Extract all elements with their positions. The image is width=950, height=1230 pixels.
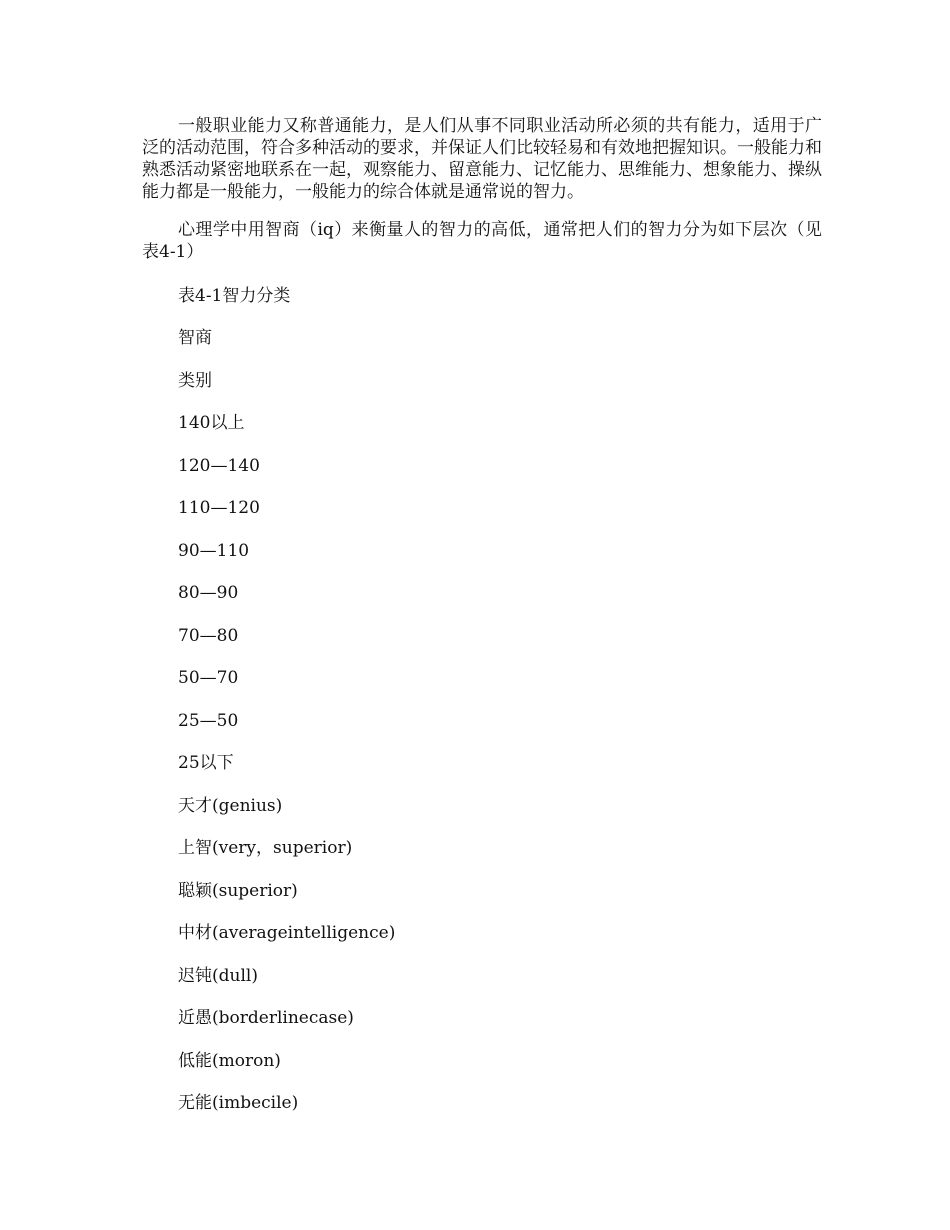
table-caption: 表4-1智力分类 bbox=[178, 286, 291, 306]
iq-range-item: 110—120 bbox=[178, 498, 260, 518]
iq-range-item: 70—80 bbox=[178, 626, 239, 646]
iq-range-item: 140以上 bbox=[178, 413, 245, 433]
iq-range-item: 80—90 bbox=[178, 583, 239, 603]
iq-range-item: 25以下 bbox=[178, 753, 234, 773]
table-header-category: 类别 bbox=[178, 371, 212, 391]
category-item: 迟钝(dull) bbox=[178, 966, 258, 986]
iq-range-item: 120—140 bbox=[178, 456, 260, 476]
category-item: 上智(very，superior) bbox=[178, 838, 353, 858]
table-header-iq: 智商 bbox=[178, 328, 212, 348]
category-item: 聪颖(superior) bbox=[178, 881, 298, 901]
category-item: 无能(imbecile) bbox=[178, 1093, 299, 1113]
category-item: 低能(moron) bbox=[178, 1051, 281, 1071]
category-item: 中材(averageintelligence) bbox=[178, 923, 396, 943]
paragraph-general-ability: 一般职业能力又称普通能力，是人们从事不同职业活动所必须的共有能力，适用于广泛的活动范围，符合多种活动的要求，并保证人们比较轻易和有效地把握知识。一般能力和熟悉活动紧密地联系在一起，观察能力、留意能力、记忆能力、思维能力、想象能力、操纵能力都是一般能力，一般能力的综合体就是通常说的智力。 bbox=[142, 116, 822, 202]
iq-range-item: 25—50 bbox=[178, 711, 239, 731]
iq-range-item: 50—70 bbox=[178, 668, 239, 688]
category-item: 天才(genius) bbox=[178, 796, 283, 816]
iq-range-item: 90—110 bbox=[178, 541, 250, 561]
paragraph-iq-intro: 心理学中用智商（iq）来衡量人的智力的高低，通常把人们的智力分为如下层次（见表4-1） bbox=[142, 220, 822, 262]
category-item: 近愚(borderlinecase) bbox=[178, 1008, 354, 1028]
